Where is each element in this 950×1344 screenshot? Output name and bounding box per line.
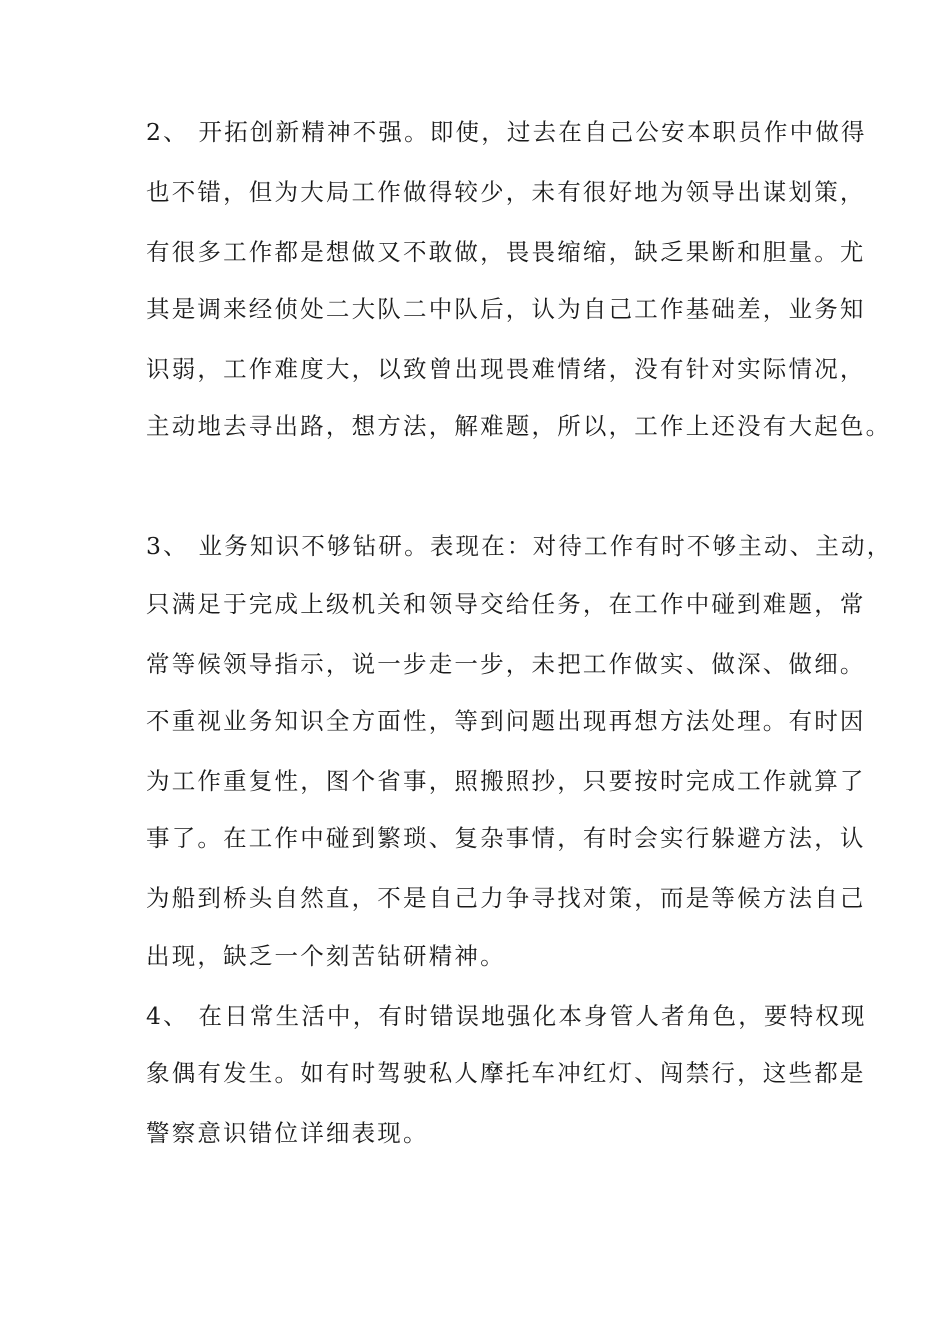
paragraph-line: 3、 业务知识不够钻研。表现在：对待工作有时不够主动、主动，	[146, 532, 893, 560]
paragraph-line: 象偶有发生。如有时驾驶私人摩托车冲红灯、闯禁行，这些都是	[146, 1059, 866, 1087]
paragraph-line: 4、 在日常生活中，有时错误地强化本身管人者角色，要特权现	[146, 1002, 867, 1030]
paragraph-line: 事了。在工作中碰到繁琐、复杂事情，有时会实行躲避方法，认	[146, 824, 866, 852]
paragraph-line: 只满足于完成上级机关和领导交给任务，在工作中碰到难题，常	[146, 590, 866, 618]
paragraph-line: 识弱，工作难度大，以致曾出现畏难情绪，没有针对实际情况，	[146, 355, 866, 383]
paragraph-line: 出现，缺乏一个刻苦钻研精神。	[146, 942, 506, 970]
paragraph-line: 警察意识错位详细表现。	[146, 1119, 429, 1147]
paragraph-line: 2、 开拓创新精神不强。即使，过去在自己公安本职员作中做得	[146, 118, 867, 146]
paragraph-line: 有很多工作都是想做又不敢做，畏畏缩缩，缺乏果断和胆量。尤	[146, 238, 866, 266]
paragraph-line: 为工作重复性，图个省事，照搬照抄，只要按时完成工作就算了	[146, 767, 866, 795]
paragraph-line: 常等候领导指示，说一步走一步，未把工作做实、做深、做细。	[146, 650, 866, 678]
paragraph-line: 主动地去寻出路，想方法，解难题，所以，工作上还没有大起色。	[146, 412, 892, 440]
paragraph-line: 为船到桥头自然直，不是自己力争寻找对策，而是等候方法自己	[146, 884, 866, 912]
paragraph-line: 其是调来经侦处二大队二中队后，认为自己工作基础差，业务知	[146, 295, 866, 323]
paragraph-line: 不重视业务知识全方面性，等到问题出现再想方法处理。有时因	[146, 707, 866, 735]
paragraph-line: 也不错，但为大局工作做得较少，未有很好地为领导出谋划策，	[146, 178, 866, 206]
